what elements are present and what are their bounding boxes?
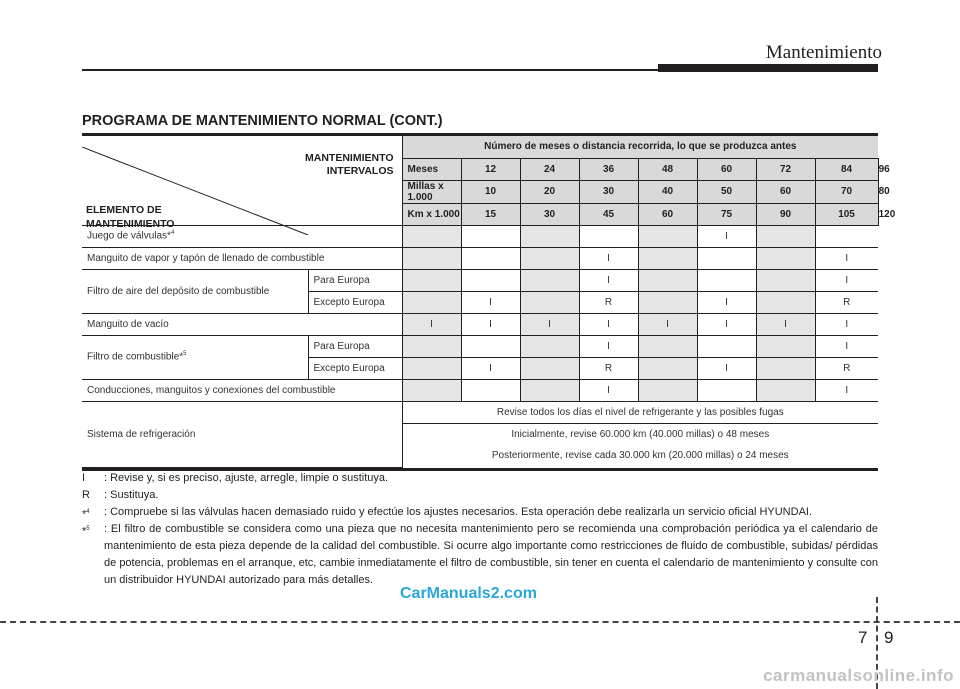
schedule-cell — [697, 269, 756, 291]
schedule-cell — [756, 269, 815, 291]
schedule-cell: I — [402, 313, 461, 335]
miles-value: 40 — [638, 180, 697, 203]
page-divider — [0, 621, 960, 623]
schedule-cell — [520, 379, 579, 401]
schedule-cell — [402, 379, 461, 401]
schedule-cell — [461, 247, 520, 269]
table-row — [82, 379, 878, 401]
schedule-cell — [756, 247, 815, 269]
miles-value: 30 — [579, 180, 638, 203]
schedule-cell — [756, 335, 815, 357]
schedule-cell — [638, 357, 697, 379]
maintenance-table — [82, 133, 896, 471]
schedule-cell: I — [579, 313, 638, 335]
schedule-cell — [638, 225, 697, 247]
schedule-cell — [461, 379, 520, 401]
schedule-cell: I — [815, 379, 878, 401]
miles-value: 10 — [461, 180, 520, 203]
schedule-cell — [520, 225, 579, 247]
miles-value: 20 — [520, 180, 579, 203]
footer-watermark: carmanualsonline.info — [763, 666, 954, 685]
months-value: 72 — [756, 158, 815, 180]
miles-value: 70 — [815, 180, 878, 203]
months-row: Meses 12 24 36 48 60 72 84 96 — [82, 158, 878, 180]
table-row — [82, 247, 878, 269]
schedule-cell — [638, 379, 697, 401]
row-label-air-filter: Filtro de aire del depósito de combustible — [82, 269, 308, 313]
schedule-cell — [461, 335, 520, 357]
months-value: 60 — [697, 158, 756, 180]
miles-value: 60 — [756, 180, 815, 203]
schedule-cell: I — [697, 225, 756, 247]
sub-label-europe: Para Europa — [308, 335, 402, 357]
row-label-fuel-lines: Conducciones, manguitos y conexiones del combustible — [82, 379, 402, 401]
sub-label-except-europe: Excepto Europa — [308, 357, 402, 379]
schedule-cell: I — [461, 291, 520, 313]
table-corner-header — [82, 136, 402, 231]
schedule-cell — [815, 225, 878, 247]
table-row — [82, 313, 878, 335]
miles-value: 50 — [697, 180, 756, 203]
schedule-cell — [402, 225, 461, 247]
schedule-cell: I — [579, 335, 638, 357]
interval-span-header: Número de meses o distancia recorrida, lo que se produzca antes — [402, 136, 878, 158]
sub-label-except-europe: Excepto Europa — [308, 291, 402, 313]
schedule-cell: I — [579, 379, 638, 401]
schedule-cell: R — [579, 291, 638, 313]
km-value: 75 — [697, 203, 756, 225]
km-value: 45 — [579, 203, 638, 225]
schedule-cell — [697, 379, 756, 401]
cooling-note-daily: Revise todos los días el nivel de refrigerante y las posibles fugas — [402, 401, 878, 423]
schedule-cell: I — [638, 313, 697, 335]
schedule-cell — [638, 269, 697, 291]
schedule-cell — [461, 225, 520, 247]
page-number: 9 — [884, 628, 894, 647]
schedule-cell — [579, 225, 638, 247]
row-label-fuel-filter: Filtro de combustible*$^5$ — [82, 335, 308, 379]
km-value: 30 — [520, 203, 579, 225]
schedule-cell: I — [579, 269, 638, 291]
km-row: Km x 1.000 15 30 45 60 75 90 105 120 — [82, 203, 878, 225]
months-value: 48 — [638, 158, 697, 180]
schedule-cell — [402, 335, 461, 357]
table-row — [82, 335, 878, 357]
schedule-cell — [520, 247, 579, 269]
miles-label: Millas x 1.000 — [402, 180, 461, 203]
schedule-cell — [697, 335, 756, 357]
schedule-cell — [402, 247, 461, 269]
corner-intervals-label: MANTENIMIENTO INTERVALOS — [305, 152, 394, 178]
legend-item-inspect: I : Revise y, si es preciso, ajuste, arregle, limpie o sustituya. — [82, 472, 389, 484]
schedule-cell: I — [579, 247, 638, 269]
row-label-cooling: Sistema de refrigeración — [82, 401, 402, 467]
schedule-cell — [520, 335, 579, 357]
months-value: 24 — [520, 158, 579, 180]
schedule-cell: I — [815, 247, 878, 269]
row-label-valves: Juego de válvulas*$^4$ — [82, 225, 402, 247]
schedule-cell: I — [756, 313, 815, 335]
schedule-cell — [638, 291, 697, 313]
schedule-cell — [461, 269, 520, 291]
schedule-cell: I — [697, 357, 756, 379]
schedule-cell — [756, 291, 815, 313]
schedule-cell: I — [461, 313, 520, 335]
schedule-cell — [638, 247, 697, 269]
schedule-cell: I — [815, 313, 878, 335]
footnote-5: *$^5$ : El filtro de combustible se considera como una pieza que no necesita mantenimiento pero se recomienda una comprobación periódica ya el calendario de mantenimiento de esta pieza depende de la calidad del combustible. Si ocurre algo importante como restricciones de fluido de combustible, subidas/ pérdidas de potencia, problemas en el arranque, etc, cambie inmediatamente el filtro de combustible, sin tener en cuenta el calendario de mantenimiento y consulte con un distribuidor HYUNDAI autorizado para más detalles. — [82, 523, 878, 586]
schedule-cell — [402, 357, 461, 379]
schedule-cell: I — [520, 313, 579, 335]
km-value: 15 — [461, 203, 520, 225]
miles-row: Millas x 1.000 10 20 30 40 50 60 70 80 — [82, 180, 878, 203]
header-rule-thick — [658, 64, 878, 72]
header-rule-thin — [82, 69, 658, 71]
schedule-cell — [520, 357, 579, 379]
schedule-cell: I — [461, 357, 520, 379]
schedule-cell — [756, 225, 815, 247]
row-label-vacuum-hose: Manguito de vacío — [82, 313, 402, 335]
schedule-cell: R — [579, 357, 638, 379]
schedule-cell: I — [815, 335, 878, 357]
schedule-cell — [697, 247, 756, 269]
schedule-cell: I — [697, 313, 756, 335]
table-row — [82, 269, 878, 291]
footnote-4: *$^4$ : Compruebe si las válvulas hacen demasiado ruido y efectúe los ajustes necesarios. Esta operación debe realizarla un servicio oficial HYUNDAI. — [82, 506, 813, 521]
schedule-cell: R — [815, 291, 878, 313]
schedule-cell — [756, 357, 815, 379]
sub-label-europe: Para Europa — [308, 269, 402, 291]
months-value: 84 — [815, 158, 878, 180]
corner-element-label: ELEMENTO DE MANTENIMIENTO — [86, 204, 175, 231]
table-row — [82, 401, 878, 423]
schedule-cell: I — [697, 291, 756, 313]
schedule-cell: I — [815, 269, 878, 291]
watermark-logo: CarManuals2.com — [400, 585, 537, 602]
chapter-number: 7 — [858, 628, 868, 647]
section-header-title: Mantenimiento — [765, 42, 882, 63]
months-value: 12 — [461, 158, 520, 180]
schedule-cell — [520, 269, 579, 291]
schedule-cell: R — [815, 357, 878, 379]
schedule-cell — [520, 291, 579, 313]
months-value: 36 — [579, 158, 638, 180]
legend-item-replace: R : Sustituya. — [82, 489, 159, 501]
schedule-cell — [638, 335, 697, 357]
page-title: PROGRAMA DE MANTENIMIENTO NORMAL (CONT.) — [82, 113, 443, 129]
row-label-vapor-hose: Manguito de vapor y tapón de llenado de combustible — [82, 247, 402, 269]
schedule-cell — [756, 379, 815, 401]
schedule-cell — [402, 269, 461, 291]
legend — [82, 470, 878, 589]
km-value: 60 — [638, 203, 697, 225]
km-value: 90 — [756, 203, 815, 225]
cooling-note-schedule: Inicialmente, revise 60.000 km (40.000 millas) o 48 meses Posteriormente, revise cada 30.000 km (20.000 millas) o 24 meses — [402, 423, 878, 467]
months-label: Meses — [402, 158, 461, 180]
schedule-cell — [402, 291, 461, 313]
km-label: Km x 1.000 — [402, 203, 461, 225]
km-value: 105 — [815, 203, 878, 225]
